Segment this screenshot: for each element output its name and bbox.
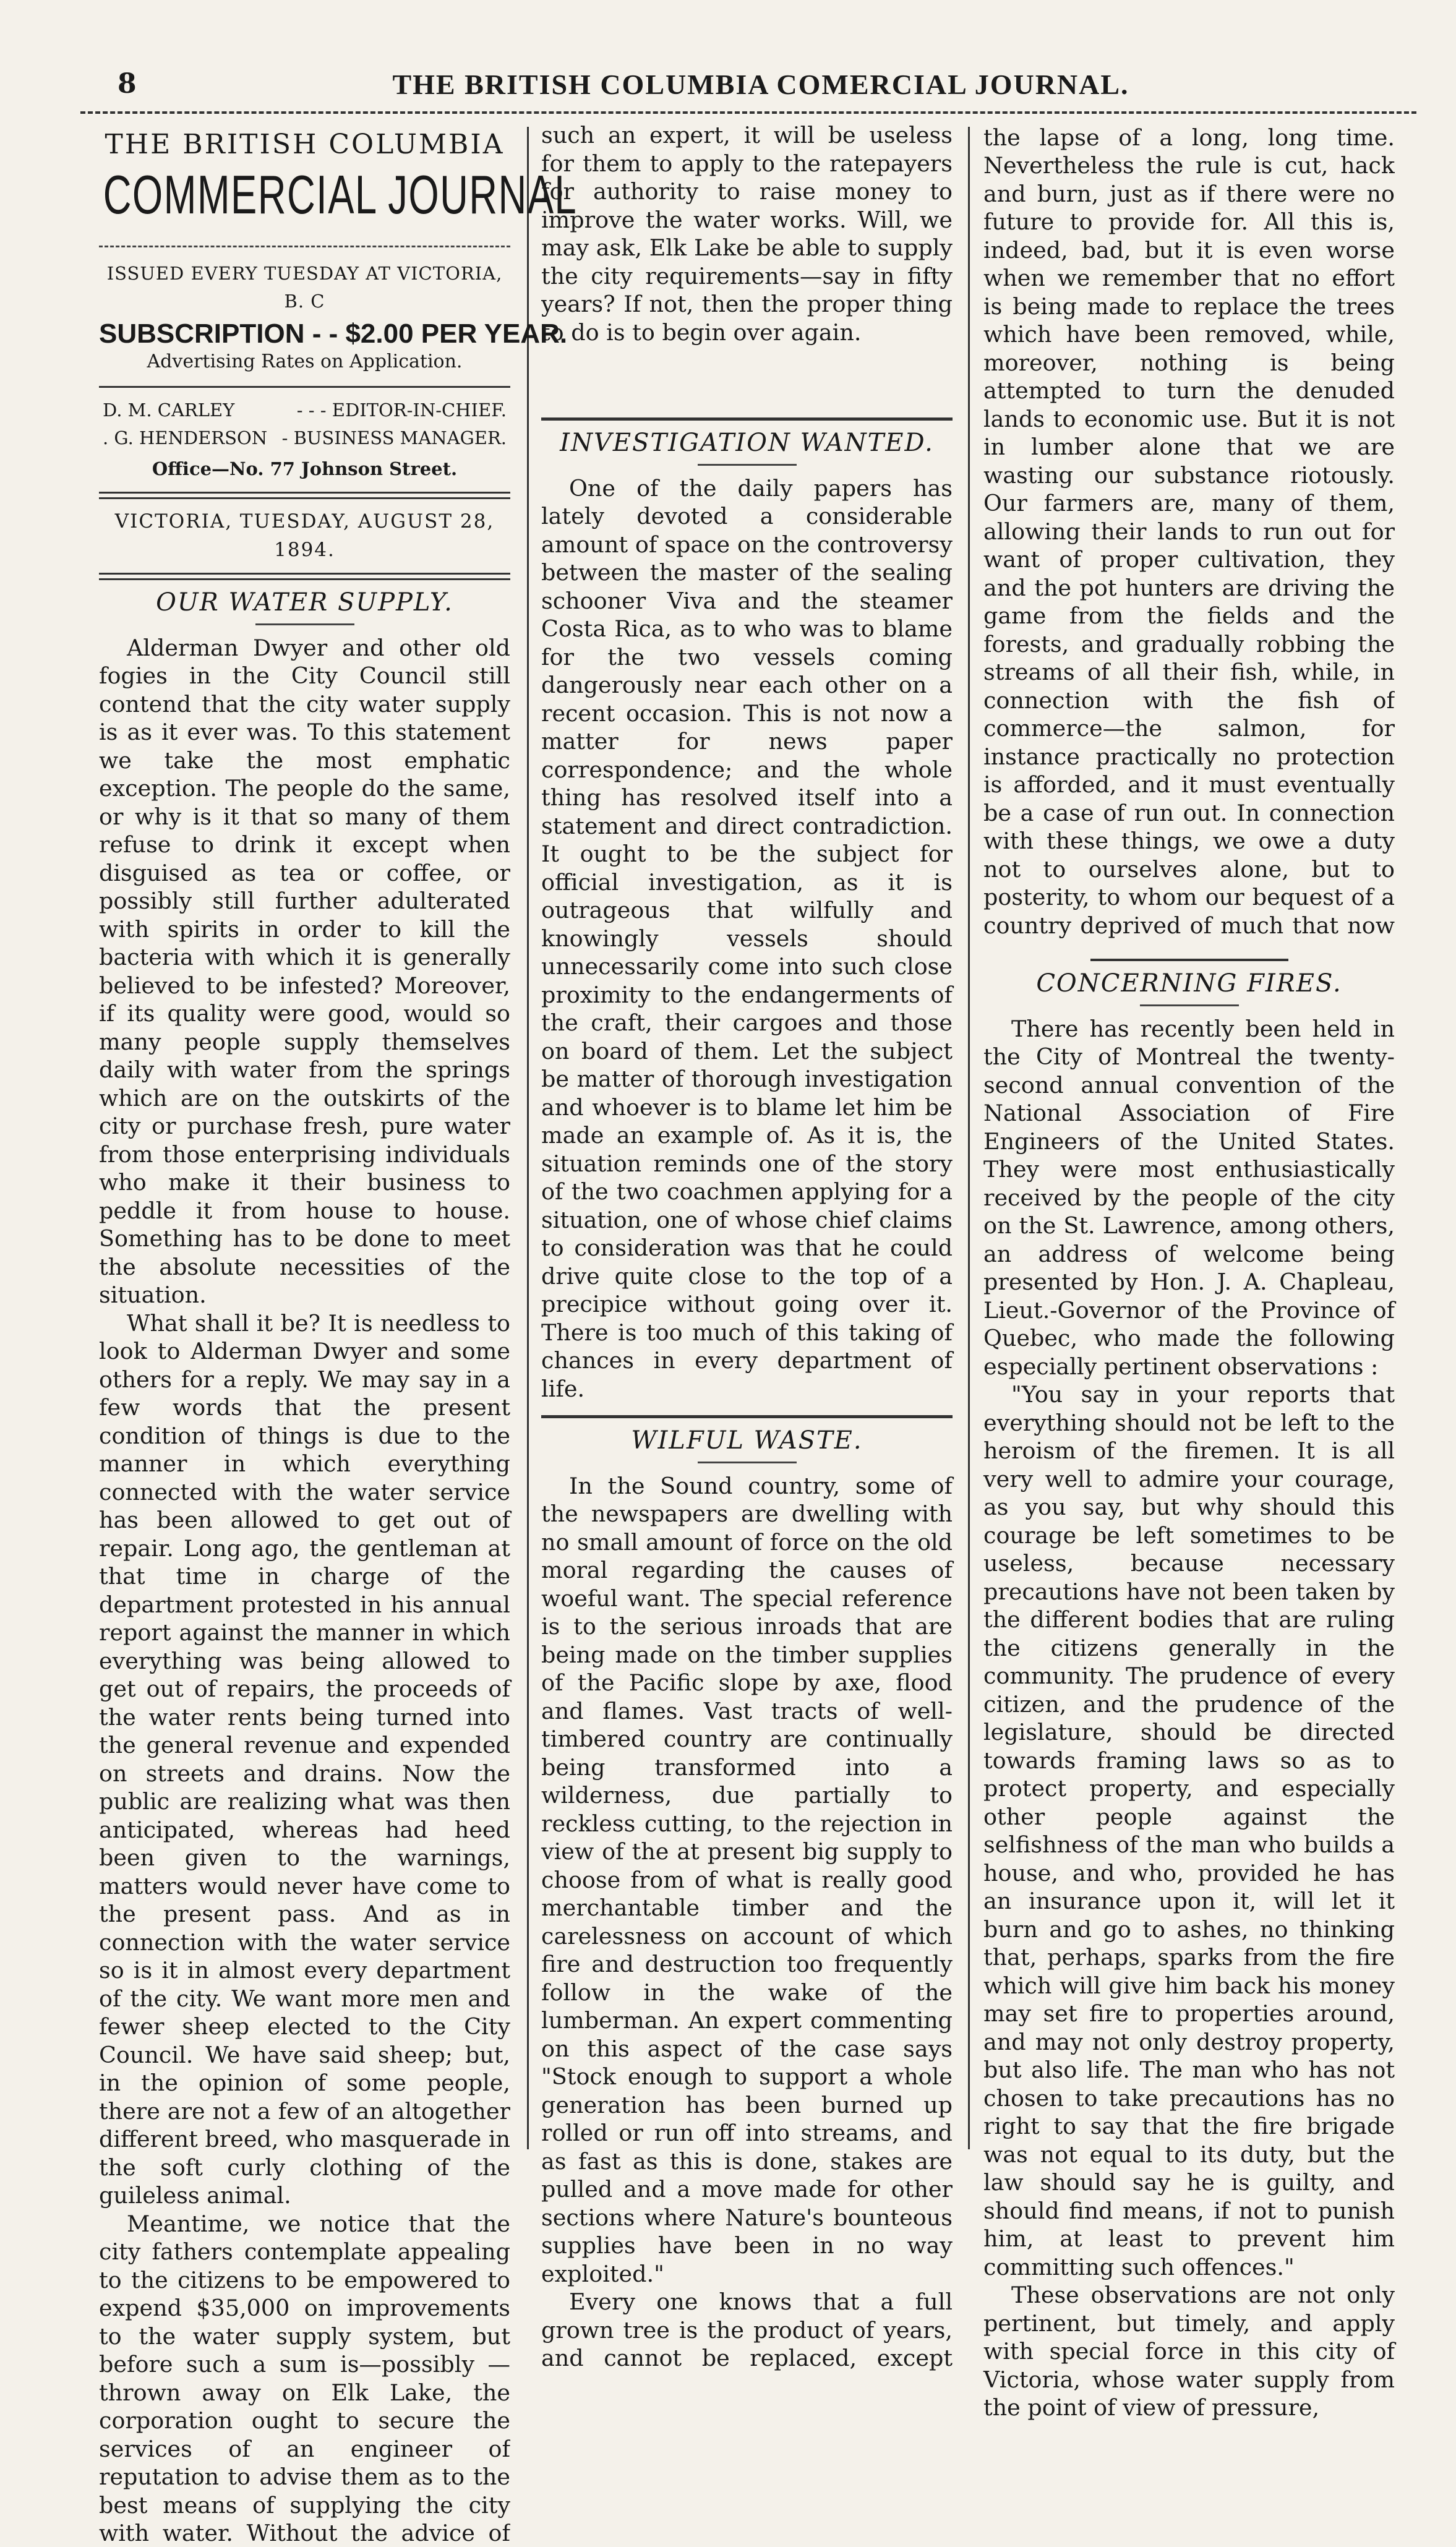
article-paragraph: "You say in your reports that everything should not be left to the heroism of the firemen. It is all very well to admire your courage, as you say, but why should this courage be left sometimes to be useless, because necessary precautions have not been taken by the different bodies that are ruling the citizens generally in the community. The prudence of every citizen, and the prudence of the legislature, should be directed towards framing laws so as to protect property, and especially other people against the selfishness of the man who builds a house, and who, provided he has an insurance upon it, will let it burn and go to ashes, no thinking that, perhaps, sparks from the fire which will give him back his money may set fire to properties around, and may not only destroy property, but also life. The man who has not chosen to take precautions has no right to say that the fire brigade was not equal to its duty, but the law should say he is guilty, and should find means, if not to punish him, at least to prevent him committing such offences." <box>983 1381 1395 2280</box>
column-2 <box>541 124 953 2372</box>
editor-name: D. M. CARLEY <box>103 399 235 421</box>
heading-rule <box>698 1462 797 1463</box>
dateline-double-rule <box>99 573 510 580</box>
heading-rule <box>698 464 797 466</box>
article-paragraph: Meantime, we notice that the city fathers contemplate appealing to the citizens to be empowered to expend $35,000 on improvements to the water supply system, but before such a sum is—possibly —thrown away on Elk Lake, the corporation ought to secure the services of an engineer of reputation to advise them as to the best means of supplying the city with water. Without the advice of <box>99 2210 510 2546</box>
article-heading: WILFUL WASTE. <box>631 1426 863 1455</box>
article-paragraph: Every one knows that a full grown tree is the product of years, and cannot be replaced, except <box>541 2288 953 2371</box>
article-paragraph: These observations are not only pertinent, but timely, and apply with special force in this city of Victoria, whose water supply from the point of view of pressure, <box>983 2282 1395 2421</box>
editor-role: - - - EDITOR-IN-CHIEF. <box>296 399 507 421</box>
manager-role: - BUSINESS MANAGER. <box>281 427 507 448</box>
article-divider <box>1090 959 1288 961</box>
article-heading: INVESTIGATION WANTED. <box>560 429 934 457</box>
page-number: 8 <box>118 68 137 100</box>
heading-rule <box>1140 1004 1239 1006</box>
column-divider <box>527 127 529 2149</box>
dateline: VICTORIA, TUESDAY, AUGUST 28, 1894. <box>114 510 495 561</box>
article-paragraph: Alderman Dwyer and other old fogies in the City Council still contend that the city water supply is as it ever was. To this statement we take the most emphatic exception. The people do the same, or why is it that so many of them refuse to drink it except when disguised as tea or coffee, or possibly still further adulterated with spirits in order to kill the bacteria with which it is generally believed to be infested? Moreover, if its quality were good, would so many people supply themselves daily with water from the springs which are on the outskirts of the city or purchase fresh, pure water from those enterprising individuals who make it their business to peddle it from house to house. Something has to be done to meet the absolute necessities of the situation. <box>99 634 510 1308</box>
manager-row <box>99 424 510 453</box>
article-paragraph: One of the daily papers has lately devoted a considerable amount of space on the controversy between the master of the sealing schooner Viva and the steamer Costa Rica, as to who was to blame for the two vessels coming dangerously near each other on a recent occasion. This is not now a matter for news paper correspondence; and the whole thing has resolved itself into a statement and direct contradiction. It ought to be the subject for official investigation, as it is outrageous that wilfully and knowingly vessels should unnecessarily come into such close proximity to the endangerments of the craft, their cargoes and those on board of them. Let the subject be matter of thorough investigation and whoever is to blame let him be made an example of. As it is, the situation reminds one of the story of the two coachmen applying for a situation, one of whose chief claims to consideration was that he could drive quite close to the top of a precipice without going over it. There is too much of this taking of chances in every department of life. <box>541 474 953 1402</box>
masthead-dash-rule <box>99 246 510 247</box>
article-divider <box>541 1415 953 1418</box>
subscription-price: SUBSCRIPTION - - $2.00 PER YEAR. <box>99 318 568 349</box>
advertising-note: Advertising Rates on Application. <box>147 351 463 372</box>
article-continuation <box>983 124 1395 940</box>
column-divider <box>968 127 970 2149</box>
article-heading: CONCERNING FIRES. <box>1036 969 1342 998</box>
article-divider <box>541 417 953 421</box>
column-1 <box>99 127 578 2547</box>
article-heading: OUR WATER SUPPLY. <box>156 588 453 617</box>
page-header <box>80 68 1398 111</box>
issued-line: ISSUED EVERY TUESDAY AT VICTORIA, B. C <box>106 262 503 312</box>
article-continuation <box>541 124 953 405</box>
column-3 <box>983 124 1395 2422</box>
editor-row <box>99 396 510 425</box>
masthead-double-rule <box>99 492 510 499</box>
article-paragraph: In the Sound country, some of the newspapers are dwelling with no small amount of force on the old moral regarding the causes of woeful want. The special reference is to the serious inroads that are being made on the timber supplies of the Pacific slope by axe, flood and flames. Vast tracts of well-timbered country are continually being transformed into a wilderness, due partially to reckless cutting, to the rejection in view of the at present big supply to choose from of what is really good merchantable timber and the carelessness on account of which fire and destruction too frequently follow in the wake of the lumberman. An expert commenting on this aspect of the case says "Stock enough to support a whole generation has been burned up rolled or run off into streams, and as fast as this is done, stakes are pulled and a move made for other sections where Nature's bounteous supplies have been in no way exploited." <box>541 1472 953 2287</box>
wilful-waste-continued: the lapse of a long, long time. Nevertheless the rule is cut, hack and burn, just as if there were no future to provide for. All this is, indeed, bad, but it is even worse when we remember that no effort is being made to replace the trees which have been removed, while, moreover, nothing is being attempted to turn the denuded lands to economic use. But it is not in lumber alone that we are wasting our substance riotously. Our farmers are, many of them, allowing their lands to run out for want of proper cultivation, they and the pot hunters are driving the game from the fields and the forests, and gradually robbing the streams of all their fish, while, in connection with the fish of commerce—the salmon, for instance practically no protection is afforded, and it must eventually be a case of run out. In connection with these things, we owe a duty not to ourselves alone, but to posterity, to whom our bequest of a country deprived of much that now <box>983 124 1395 939</box>
header-rule <box>80 111 1416 114</box>
masthead-rule <box>99 386 510 388</box>
running-head: THE BRITISH COLUMBIA COMERCIAL JOURNAL. <box>392 69 1129 100</box>
article-paragraph: What shall it be? It is needless to look to Alderman Dwyer and some others for a reply. We may say in a few words that the present condition of things is due to the manner in which everything connected with the water service has been allowed to get out of repair. Long ago, the gentleman at that time in charge of the department protested in his annual report against the manner in which everything was being allowed to get out of repairs, the proceeds of the water rents being turned into the general revenue and expended on streets and drains. Now the public are realizing what was then anticipated, whereas had heed been given to the warnings, matters would never have come to the present pass. And as in connection with the water service so is it in almost every department of the city. We want more men and fewer sheep elected to the City Council. We have said sheep; but, in the opinion of some people, there are not a few of an altogether different breed, who masquerade in the soft curly clothing of the guileless animal. <box>99 1309 510 2209</box>
office-address: Office—No. 77 Johnson Street. <box>152 458 458 479</box>
water-supply-continued: such an expert, it will be useless for them to apply to the ratepayers for authority to raise money to improve the water works. Will, we may ask, Elk Lake be able to supply the city requirements—say in fifty years? If not, then the proper thing to do is to begin over again. <box>541 124 953 346</box>
manager-name: . G. HENDERSON <box>103 427 268 448</box>
masthead-title: COMMERCIAL JOURNAL <box>103 163 578 225</box>
article-paragraph: There has recently been held in the City of Montreal the twenty-second annual convention of the National Association of Fire Engineers of the United States. They were most enthusiastically received by the people of the city on the St. Lawrence, among others, an address of welcome being presented by Hon. J. A. Chapleau, Lieut.-Governor of the Province of Quebec, who made the following especially pertinent observations : <box>983 1015 1395 1380</box>
heading-rule <box>255 623 354 625</box>
masthead-pre-title: THE BRITISH COLUMBIA <box>105 129 505 160</box>
